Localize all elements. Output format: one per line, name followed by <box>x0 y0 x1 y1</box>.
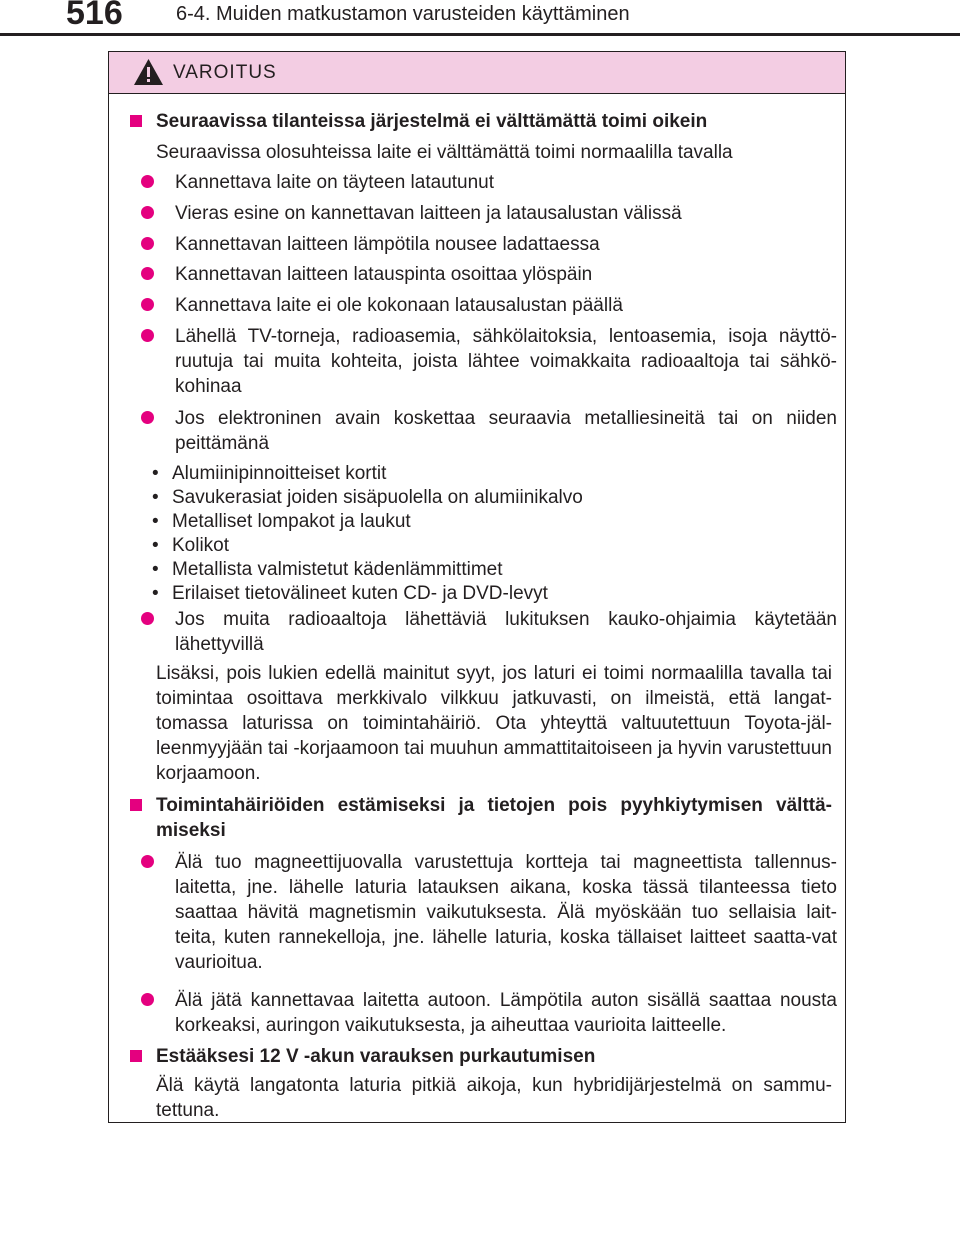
round-bullet-icon <box>141 993 154 1006</box>
square-bullet-icon <box>130 1050 142 1062</box>
section-heading: Estääksesi 12 V -akun varauksen purkautumisen <box>132 1044 832 1069</box>
chapter-title: 6-4. Muiden matkustamon varusteiden käyttäminen <box>176 3 630 25</box>
sub-list-item: • Savukerasiat joiden sisäpuolella on alumiinikalvo <box>152 487 583 508</box>
section-text: Älä käytä langatonta laturia pitkiä aikoja, kun hybridijärjestelmä on sammu-tettuna. <box>156 1075 832 1121</box>
list-item: Kannettavan laitteen latauspinta osoittaa ylöspäin <box>132 262 837 287</box>
list-item: Lähellä TV-torneja, radioasemia, sähkölaitoksia, lentoasemia, isoja näyttö-ruutuja tai muita kohteita, joista lähtee voimakkaita radioaaltoja tai sähkö-kohinaa <box>132 324 837 399</box>
round-bullet-icon <box>141 298 154 311</box>
warning-title: VAROITUS <box>173 62 277 83</box>
round-bullet-icon <box>141 612 154 625</box>
round-bullet-icon <box>141 411 154 424</box>
round-bullet-icon <box>141 237 154 250</box>
section-closing: Lisäksi, pois lukien edellä mainitut syyt, jos laturi ei toimi normaalilla tavalla tai toimintaa osoittava merkkivalo vilkkuu jatkuvasti, on ilmeistä, että langat-tomassa laturissa on toimintahäiriö. Ota yhteyttä valtuutettuun Toyota-jäl-leenmyyjään tai -korjaamoon tai muuhun ammattitaitoiseen ja hyvin varustettuun korjaamoon. <box>156 663 832 784</box>
warning-header <box>109 52 845 94</box>
list-item: Kannettava laite ei ole kokonaan latausalustan päällä <box>132 293 837 318</box>
list-item: Kannettava laite on täyteen latautunut <box>132 170 837 195</box>
round-bullet-icon <box>141 175 154 188</box>
list-item: Kannettavan laitteen lämpötila nousee ladattaessa <box>132 232 837 257</box>
round-bullet-icon <box>141 267 154 280</box>
square-bullet-icon <box>130 799 142 811</box>
section-heading: Seuraavissa tilanteissa järjestelmä ei välttämättä toimi oikein <box>132 109 832 134</box>
round-bullet-icon <box>141 855 154 868</box>
square-bullet-icon <box>130 115 142 127</box>
section-heading: Toimintahäiriöiden estämiseksi ja tietojen pois pyyhkiytymisen välttä-miseksi <box>132 793 832 843</box>
sub-list-item: • Erilaiset tietovälineet kuten CD- ja DVD-levyt <box>152 583 548 604</box>
sub-list <box>152 462 812 606</box>
warning-triangle-icon <box>133 58 164 86</box>
section-intro: Seuraavissa olosuhteissa laite ei välttämättä toimi normaalilla tavalla <box>156 142 733 163</box>
sub-list-item: • Alumiinipinnoitteiset kortit <box>152 463 387 484</box>
sub-list-item: • Metalliset lompakot ja laukut <box>152 511 411 532</box>
page-number: 516 <box>66 0 123 32</box>
header-divider <box>0 33 960 36</box>
sub-list-item: • Kolikot <box>152 535 230 556</box>
round-bullet-icon <box>141 329 154 342</box>
sub-list-item: • Metallista valmistetut kädenlämmittimet <box>152 559 503 580</box>
list-item: Jos elektroninen avain koskettaa seuraavia metalliesineitä tai on niiden peittämänä <box>132 406 837 456</box>
list-item: Jos muita radioaaltoja lähettäviä lukituksen kauko-ohjaimia käytetään lähettyvillä <box>132 607 837 657</box>
list-item: Vieras esine on kannettavan laitteen ja latausalustan välissä <box>132 201 837 226</box>
list-item: Älä tuo magneettijuovalla varustettuja kortteja tai magneettista tallennus-laitetta, jne. lähelle laturia latauksen aikana, koska tässä tilanteessa tieto saattaa hävitä magnetismin vaikutuksesta. Älä myöskään tuo sellaisia lait-teita, kuten rannekelloja, jne. lähelle laturia, koska tällaiset laitteet saatta-vat vaurioitua. <box>132 850 837 975</box>
warning-box <box>108 51 846 1123</box>
list-item: Älä jätä kannettavaa laitetta autoon. Lämpötila auton sisällä saattaa nousta korkeaksi, auringon vaikutuksesta, ja aiheuttaa vaurioita laitteelle. <box>132 988 837 1038</box>
round-bullet-icon <box>141 206 154 219</box>
